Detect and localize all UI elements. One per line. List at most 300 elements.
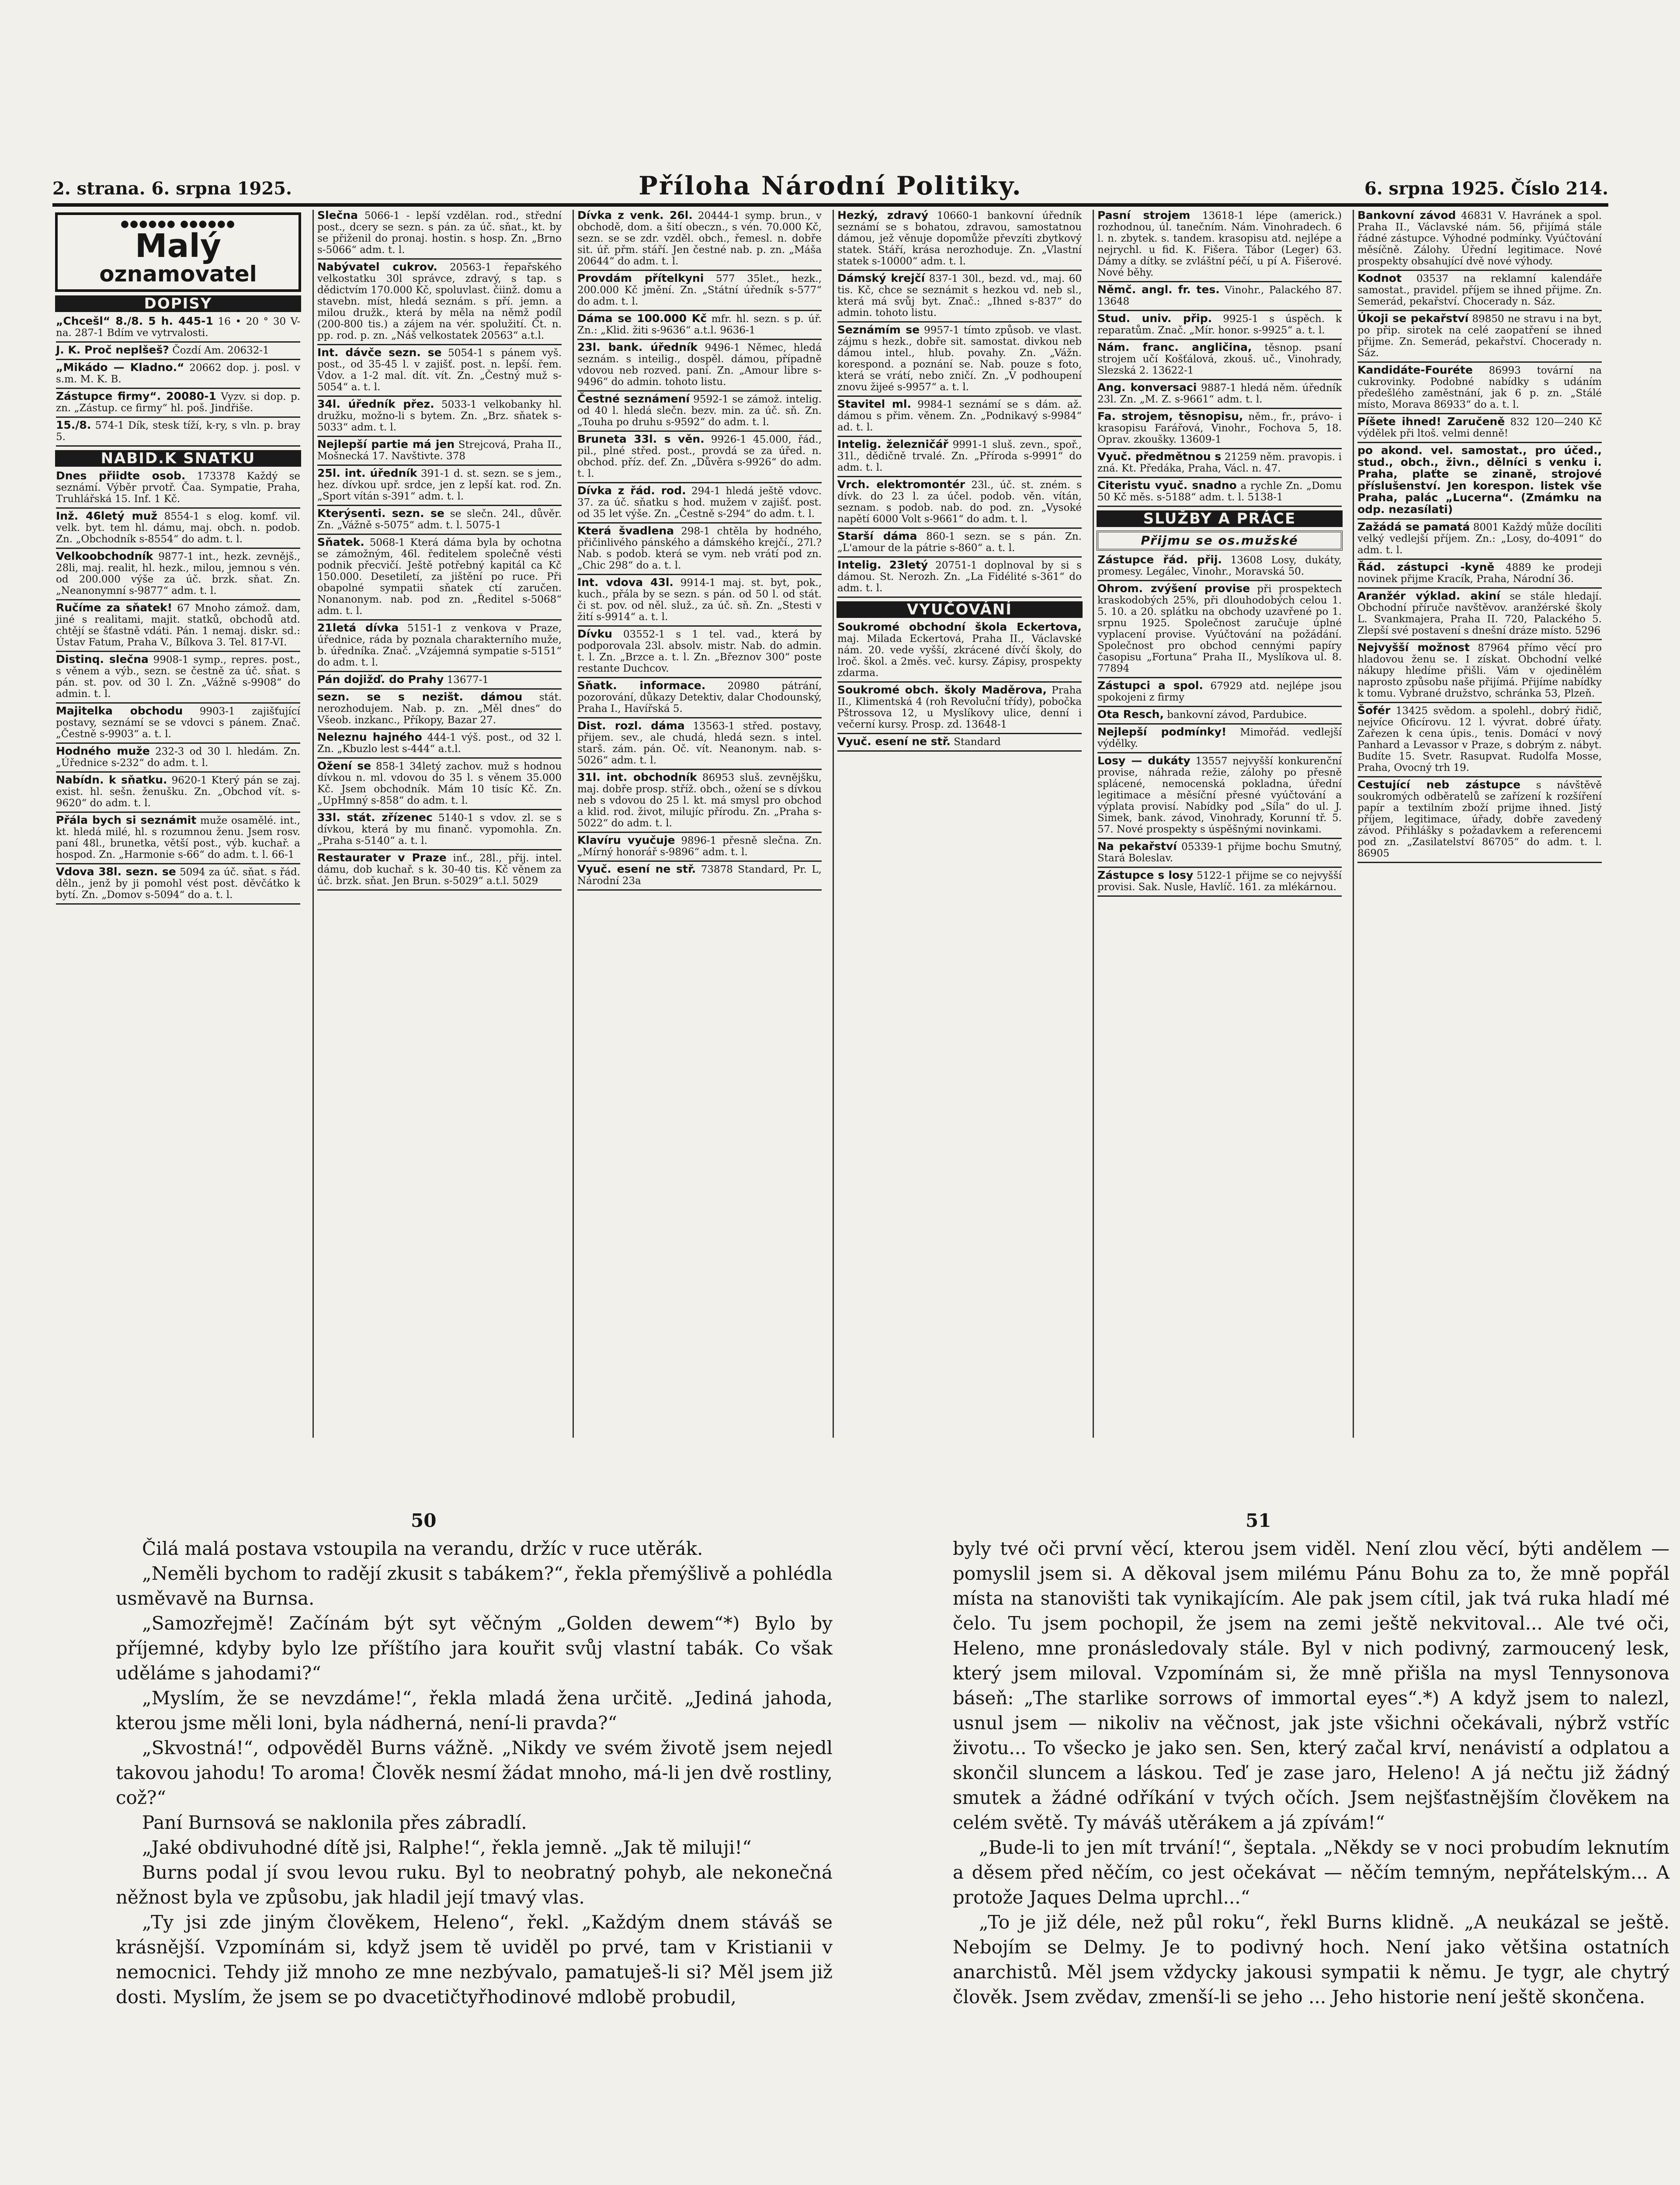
ad-text: mfr. hl. sezn. s p. úř. Zn.: „Klid. žiti s-9636“ a.t.l. 9636-1 [577, 313, 822, 336]
ad-headline: Nejlepší partie má jen [317, 438, 455, 451]
classified-ad [56, 316, 300, 339]
classified-ad [1097, 342, 1342, 376]
ad-headline: Vyuč. esení ne stř. [837, 735, 951, 748]
ad-divider [1097, 706, 1342, 707]
ad-text: Standard [954, 736, 1001, 748]
story-paragraph: „Samozřejmě! Začínám být syt věčným „Golden dewem“*) Bylo by příjemné, kdyby bylo lze příštího jara kouřit svůj vlastní tabák. Co však uděláme s jahodami?“ [116, 1613, 833, 1684]
ad-divider [1097, 408, 1342, 409]
ad-divider [577, 625, 822, 627]
classified-ad [317, 261, 562, 341]
ad-text: 9984-1 seznámí se s dám. až. dámou s přim. věnem. Zn. „Podnikavý s-9984“ ad. t. l. [837, 399, 1082, 433]
ad-divider [837, 436, 1082, 437]
story-right-column [953, 1536, 1670, 2009]
ad-divider [317, 344, 562, 345]
header-title: Příloha Národní Politiky. [639, 171, 1022, 201]
ad-headline: Neleznu hajného [317, 731, 422, 743]
ad-headline: Přála bych si seznámit [56, 814, 197, 826]
ad-headline: Sňatek. [317, 536, 364, 548]
ad-text: 391-1 d. st. sezn. se s jem., hez. dívkou upř. srdce, jen z lepší kat. rod. Zn. „Sport vítán s-391“ adm. t. l. [317, 468, 562, 502]
classified-ad [1097, 382, 1342, 405]
ad-headline: Ožení se [317, 760, 371, 772]
section-prijmu: Přijmu se os.mužské [1097, 531, 1343, 551]
ad-text: 20563-1 řepařského velkostatku 30l správce, zdravý, s tap. s dědictvím 170.000 Kč, spoluvlast. čiinž. domu a stavebn. míst, hledá seznám. s pří. jemn. a milou družk., která by měla na němž podíl (200-800 tis.) a zájem na vér. spolužití. Čt. n. pp. rod. p. zn. „Náš velkostatek 20563“ a.t.l. [317, 262, 562, 341]
ads-column-1 [52, 210, 304, 1438]
ad-text: bankovní závod, Pardubice. [1167, 709, 1307, 721]
classified-ad [317, 399, 562, 433]
ad-divider [577, 860, 822, 862]
ad-text: 20444-1 symp. brun., v obchodě, dom. a šití obeczn., s vén. 70.000 Kč, sezn. se se zdr. vzděl. obch., řemesl. n. dobře sit. úř. přm. stáří. Jen čestné nab. p. zn. „Máša 20644“ do adm. t. l. [577, 210, 822, 267]
ad-headline: Dívka z řád. rod. [577, 484, 686, 497]
ad-headline: Stud. univ. přip. [1097, 312, 1212, 325]
ad-divider [317, 465, 562, 466]
ad-text: s návštěvě soukromých odběratelů se zařízení k rozšíření papír a textilním zboží prijme ihned. Jistý příjem, legitimace, úřady, dobře zavedený závod. Přihlášky s požadavkem a referencemi pod zn. „Zasilatelství 86705“ do adm. t. l. 86905 [1357, 780, 1602, 859]
ad-divider [56, 416, 300, 418]
ad-headline: Dívku [577, 628, 613, 640]
classified-ad [837, 399, 1082, 433]
ad-text: 832 120—240 Kč výdělek při ltoš. velmi denně! [1357, 416, 1602, 439]
ad-divider [577, 430, 822, 432]
classified-ad [1097, 583, 1342, 674]
ad-divider [837, 733, 1082, 734]
ad-headline: Vyuč. esení ne stř. [577, 863, 696, 875]
ad-text: 23l., úč. st. zném. s dívk. do 23 l. za účel. podob. věn. vítán, seznam. s podob. nab. do pod. zn. „Vysoké napětí 6000 Volt s-9661“ do adm. t. l. [837, 479, 1082, 525]
ad-divider [317, 619, 562, 621]
ad-headline: Dívka z venk. 26l. [577, 210, 693, 222]
ad-headline: Hodného muže [56, 745, 150, 757]
ad-divider [1097, 477, 1342, 478]
classified-ad [56, 746, 300, 769]
classified-ad [577, 273, 822, 307]
classified-ad [577, 577, 822, 623]
ad-divider [1357, 518, 1602, 520]
ad-text: 232-3 od 30 l. hledám. Zn. „Úřednice s-232“ do adm. t. l. [56, 746, 300, 769]
classified-ad [1357, 210, 1602, 267]
story-paragraph: „Ty jsi zde jiným člověkem, Heleno“, řekl. „Každým dnem stáváš se krásnější. Vzpomínám si, když jsem tě uviděl po prvé, tam v Kristianii v nemocnici. Tehdy již mnoho ze mne nezbývalo, pamatuješ-li si? Měl jsem již dosti. Myslím, že jsem se po dvacetičtyřhodinové mdlobě probudil, [116, 1911, 833, 2008]
ad-divider [1097, 580, 1342, 581]
classified-ad [56, 866, 300, 901]
ad-headline: Int. vdova 43l. [577, 576, 674, 589]
ad-divider [1357, 862, 1602, 863]
ad-headline: 21letá dívka [317, 621, 399, 634]
ad-headline: Nejlepší podmínky! [1097, 725, 1227, 738]
classified-ad [1097, 680, 1342, 703]
ad-headline: Nám. franc. angličina, [1097, 341, 1252, 354]
ad-headline: Soukromé obch. školy Maděrova, [837, 683, 1047, 696]
ad-divider [1097, 448, 1342, 449]
ad-headline: Provdám přítelkyni [577, 272, 704, 284]
ads-column-5 [1093, 210, 1345, 1438]
ad-divider [1357, 361, 1602, 363]
ad-text: těsnop. psaní strojem učí Košťálová, zkouš. uč., Vinohrady, Slezská 2. 13622-1 [1097, 342, 1342, 376]
ad-divider [317, 258, 562, 260]
ad-headline: Klavíru vyučuje [577, 834, 675, 846]
ad-divider [56, 812, 300, 813]
ad-headline: Dámský krejčí [837, 272, 925, 284]
ad-text: 9925-1 s úspěch. k reparatům. Znač. „Mír. honor. s-9925“ a. t. l. [1097, 313, 1342, 336]
classified-ad [1357, 562, 1602, 585]
ad-divider [1097, 752, 1342, 753]
ad-text: 9592-1 se zámož. intelig. od 40 l. hledá slečn. bezv. min. za úč. sň. Zn. „Touha po druhu s-9592“ do adm. t. l. [577, 394, 822, 428]
ad-text: 9496-1 Němec, hledá seznám. s inteilig., dospěl. dámou, případně vdovou neb rozved. paní. Zn. „Amour libre s-9496“ do admin. tohoto listu. [577, 342, 822, 388]
classified-ad [837, 684, 1082, 730]
classified-ad [317, 537, 562, 617]
classified-ad [1357, 590, 1602, 636]
classified-ad [577, 313, 822, 336]
ad-divider [577, 677, 822, 678]
classified-ad [317, 852, 562, 887]
ad-text: 5151-1 z venkova v Praze, úřednice, ráda by poznala charakterního muže, b. úředníka. Znač. „Vzájemná sympatie s-5151“ do adm. t. l. [317, 623, 562, 668]
ad-text: Vyzv. si dop. p. zn. „Zástup. ce firmy“ hl. poš. Jindřiše. [56, 391, 300, 414]
ad-divider [1357, 587, 1602, 589]
ad-headline: Pán dojižď. do Prahy [317, 673, 444, 686]
classified-ad [1097, 841, 1342, 864]
ad-divider [577, 769, 822, 770]
ad-text: 444-1 výš. post., od 32 l. Zn. „Kbuzlo lest s-444“ a.t.l. [317, 732, 562, 755]
classified-ad [837, 736, 1082, 748]
ad-divider [1097, 339, 1342, 340]
ad-headline: Seznámím se [837, 323, 920, 336]
classified-ad [1097, 284, 1342, 307]
classified-ad [577, 772, 822, 829]
classified-ad [577, 210, 822, 267]
ad-divider [577, 522, 822, 524]
ad-text: Čozdí Am. 20632-1 [172, 345, 269, 356]
ad-divider [577, 339, 822, 340]
ad-divider [56, 651, 300, 652]
ad-text: 173378 Každý se seznámí. Výběr prvotř. Čaa. Sympatie, Praha, Truhlářská 15. Inf. 1 Kč. [56, 471, 300, 505]
ads-column-2 [312, 210, 565, 1438]
ad-text: 20751-1 doplnoval by si s dámou. St. Nerozh. Zn. „La Fidélité s-361“ do adm. t. l. [837, 560, 1082, 594]
classified-ad [1097, 870, 1342, 893]
ad-headline: Úkoji se pekařství [1357, 312, 1469, 325]
classified-ad [837, 273, 1082, 319]
classified-ad [577, 342, 822, 388]
ad-text: 21259 něm. pravopis. i zná. Kt. Předáka, Praha, Václ. n. 47. [1097, 451, 1342, 474]
ad-headline: Vyuč. předmětnou s [1097, 450, 1222, 463]
classified-ad [317, 210, 562, 256]
story-paragraph: „Jaké obdivuhodné dítě jsi, Ralphe!“, řekla jemně. „Jak tě miluji!“ [142, 1837, 752, 1858]
ad-headline: Bankovní závod [1357, 210, 1456, 222]
ad-divider [56, 507, 300, 509]
classified-ad [837, 479, 1082, 525]
ad-divider [1097, 379, 1342, 380]
classified-ad [1097, 554, 1342, 577]
ad-text: 13608 Losy, dukáty, promesy. Legálec, Vinohr., Moravská 50. [1097, 555, 1342, 577]
ad-text: 577 35let., hezk., 200.000 Kč jmění. Zn. „Státní úředník s-577“ do adm. t. l. [577, 273, 822, 307]
ad-text: se slečn. 24l., důvěr. Zn. „Vážně s-5075“ adm. t. l. 5075-1 [317, 508, 562, 531]
ad-text: inť., 28l., přij. intel. dámu, dob kuchař. s k. 30-40 tis. Kč věnem za úč. brzk. sňat. Jen Brun. s-5029“ a.t.l. 5029 [317, 853, 562, 887]
ad-text: 67929 atd. nejlépe jsou spokojeni z firmy [1097, 680, 1342, 703]
section-dopisy: DOPISY [55, 295, 301, 312]
classified-ad [317, 468, 562, 502]
ad-text: 9908-1 symp., repres. post., s věnem a výb., sezn. se čestně za úč. sňat. s pán. st. pov. od 30 l. Zn. „Vážně s-9908“ do admin. t. l. [56, 654, 300, 700]
classified-ad [1097, 313, 1342, 336]
ad-text: 13677-1 [447, 674, 489, 686]
ad-divider [837, 681, 1082, 683]
ad-divider [1097, 281, 1342, 282]
ad-headline: Šofér [1357, 704, 1391, 717]
masthead [55, 212, 301, 292]
ad-headline: Vdova 38l. sezn. se [56, 865, 176, 878]
ad-text: 16 • 20 ° 30 V-na. 287-1 Bdím ve vytrvalosti. [56, 316, 301, 339]
ad-headline: Zástupce řád. přij. [1097, 553, 1222, 566]
ad-text: něm., fr., právo- i krasopisu Farářová, Vinohr., Fochova 5, 18. Oprav. zkoušky. 13609-1 [1097, 411, 1342, 445]
ad-headline: Ota Resch, [1097, 708, 1164, 721]
ad-text: 10660-1 bankovní úředník seznámí se s bohatou, zdravou, samostatnou dámou, jež věnuje dopomůže převzíti zbytkový statek. Stáří, krása nerozhoduje. Zn. „Vlastní statek s-10000“ adm. t. l. [837, 210, 1082, 267]
story-paragraph: „Myslím, že se nevzdáme!“, řekla mladá žena určitě. „Jediná jahoda, kterou jsme měli loni, byla nádherná, není-li pravda?“ [116, 1687, 833, 1734]
ad-text: 13563-1 střed. postavy, přijem. sev., ale chudá, hledá sezn. s intel. starš. zám. pán. Oč. vít. Neanonym. nab. s-5026“ adm. t. l. [577, 721, 822, 766]
ad-divider [1097, 838, 1342, 839]
ad-headline: 25l. int. úředník [317, 467, 417, 479]
ad-headline: Zástupci a spol. [1097, 679, 1203, 692]
ad-text: 89850 ne stravu i na byt, po přip. sirotek na celé zaopatření se ihned přijme. Zn. Semerád, pekařství. Chocerady n. Sáz. [1357, 313, 1602, 359]
ad-headline: 31l. int. obchodník [577, 771, 697, 784]
classified-ad [837, 621, 1082, 679]
ad-text: 5068-1 Která dáma byla by ochotna se zámožným, 46l. ředitelem společně vésti podnik přecvičí. Ještě potřebný kapitál ca Kč 150.000. Desetiletí, za jištění po ruce. Při obapolné sympatii sňatek ctí zaručen. Nonanonym. nab. pod zn. „Ředitel s-5068“ adm. t. l. [317, 537, 562, 617]
ad-divider [56, 863, 300, 864]
story-paragraph: „Skvostná!“, odpověděl Burns vážně. „Nikdy ve svém životě jsem nejedl takovou jahodu! To aroma! Člověk nesmí žádat mnoho, má-li jen dvě rostliny, což?“ [116, 1737, 833, 1808]
ad-text: 860-1 sezn. se s pán. Zn. „L'amour de la pátrie s-860“ a. t. l. [837, 531, 1082, 554]
ad-text: 5033-1 velkobanky hl. družku, možno-li s bytem. Zn. „Brz. sňatek s-5033“ adm. t. l. [317, 399, 562, 433]
ad-divider [1097, 867, 1342, 868]
ad-text: 13425 svědom. a spolehl., dobrý řidič, nejvíce Oficírovu. 12 l. vývrat. dobré úřaty. Zařezen k cena úpis., tenis. Domácí v nový Panhard a Levassor v Praze, s dobrým z. nábyt. Budíte 15. Svetr. Rasupvat. Rudolfa Mosse, Praha, Ovocný trh 19. [1357, 705, 1602, 773]
ad-divider [317, 688, 562, 690]
ad-text: maj. Milada Eckertová, Praha II., Václavské nám. 20. vede vyšší, zkrácené dívčí školy, do lroč. škol. a 2měs. več. kursy. Zápisy, prospekty zdarma. [837, 633, 1082, 679]
classified-ad [317, 691, 562, 726]
ad-text: 20980 pátrání, pozorování, důkazy Detektiv, dalar Chodounský, Praha I., Havířská 5. [577, 680, 822, 714]
classified-ad [56, 470, 300, 505]
classified-ad [1357, 642, 1602, 699]
ad-text: 5122-1 přijme se co nejvyšší provisi. Sak. Nusle, Havlíč. 161. za mlékárnou. [1097, 870, 1342, 893]
ad-headline: Stavitel ml. [837, 398, 911, 410]
ad-divider [1357, 558, 1602, 560]
ad-divider [1357, 310, 1602, 311]
story-paragraph: byly tvé oči první věcí, kterou jsem viděl. Není zlou věcí, býti andělem — pomyslil jsem si. A děkoval jsem milému Pánu Bohu za to, že mně popřál místa na stanovišti tak vynikajícím. Ale pak jsem cítil, jak tvá ruka hladí mé čelo. Tu jsem pochopil, že jsem na zemi ještě nekvitoval... Ale tvé oči, Heleno, mne pronásledovaly stále. Byl v nich podivný, zarmoucený lesk, který jsem miloval. Vzpomínám si, že mně přišla na mysl Tennysonova báseň: „The starlike sorrows of immortal eyes“.*) A když jsem to nalezl, usnul jsem — nikoliv na věčnost, jak jste všichni očekávali, nýbrž vstříc životu... To všecko je jako sen. Sen, který začal krví, nenávistí a odplatou a skončil sluncem a láskou. Teď je zase jaro, Heleno! A já nečtu již žádný smutek a žádné odříkání v tvých očích. Jsem nejšťastnějším člověkem na celém světě. Ty máváš utěrákem a já zpívám!“ [953, 1538, 1670, 1833]
masthead-dots: ●●●●●● ●●●●●● [120, 218, 236, 229]
ad-headline: Slečna [317, 210, 358, 222]
ad-headline: Citeristu vyuč. snadno [1097, 479, 1237, 492]
ad-text: 86953 sluš. zevnějšku, maj. dobře prosp. stříž. obch., ožení se s dívkou neb s vdovou do 25 l. kt. má smysl pro obchod a klid. rod. život, milujíc přírodu. Zn. „Praha s-5022“ do adm. t. l. [577, 772, 822, 829]
classified-ad [1097, 709, 1342, 721]
ad-headline: Sňatk. informace. [577, 679, 706, 692]
classified-ad [56, 391, 300, 414]
ad-text: 574-1 Dík, stesk tíží, k-ry, s vln. p. bray 5. [56, 420, 301, 443]
page-number-right: 51 [1246, 1510, 1271, 1531]
classified-ad [577, 525, 822, 571]
story-paragraph: Burns podal jí svou levou ruku. Byl to neobratný pohyb, ale nekonečná něžnost byla ve způsobu, jak hladil její tmavý vlas. [116, 1862, 833, 1908]
ad-text: 9877-1 int., hezk. zevnějš., 28li, maj. realit, hl. hezk., milou, jemnou s vén. od 200.000 výše za úč. brzk. sňat. Zn. „Neanonymní s-9877“ adm. t. l. [56, 551, 301, 597]
ad-divider [1357, 776, 1602, 777]
ads-column-3 [573, 210, 825, 1438]
classified-ad [317, 674, 562, 686]
ad-headline: Intelig. 23letý [837, 558, 928, 571]
ad-divider [317, 889, 562, 891]
classified-ad [577, 434, 822, 479]
ad-divider [56, 742, 300, 744]
ad-text: 03552-1 s 1 tel. vad., která by podporovala 23l. absolv. mistr. Nab. do admin. t. l. Zn. „Brzce a. t. l. Zn. „Březnov 300“ poste restante Duchcov. [577, 629, 822, 674]
classified-ad [1097, 755, 1342, 835]
classified-ad [577, 720, 822, 766]
ad-headline: Nabývatel cukrov. [317, 260, 437, 273]
ad-headline: Majitelka obchodu [56, 704, 183, 717]
classified-ad [1097, 210, 1342, 278]
ad-divider [837, 321, 1082, 323]
ad-divider [1357, 702, 1602, 703]
ad-divider [577, 270, 822, 271]
ad-text: 05339-1 přijme bochu Smutný, Stará Boleslav. [1097, 841, 1342, 864]
ad-text: 8001 Každý může docíliti velký vedlejší příjem. Zn.: „Losy, do-4091“ do adm. t. l. [1357, 522, 1602, 556]
ad-headline: Pasní strojem [1097, 210, 1191, 222]
classified-ad [1357, 364, 1602, 410]
ads-column-6 [1353, 210, 1605, 1438]
ad-text: 86993 tovární na cukrovinky. Podobné nabídky s udáním předešlého zaměstnání, jak 6 p. zn. „Stálé místo, Morava 86933“ do a. t. l. [1357, 365, 1602, 410]
ad-text: 4889 ke prodeji novinek přijme Kracík, Praha, Národní 36. [1357, 562, 1602, 585]
section-vyucovani: VYUČOVÁNÍ [837, 601, 1083, 618]
classified-ad [56, 774, 300, 809]
ad-text: Vinohr., Palackého 87. 13648 [1097, 284, 1342, 307]
page-number-left: 50 [411, 1510, 437, 1531]
ad-headline: Vrch. elektromontér [837, 478, 965, 491]
ad-headline: Na pekařství [1097, 840, 1177, 853]
ad-headline: Soukromé obchodní škola Eckertova, [837, 621, 1082, 633]
ad-headline: Kterýsenti. sezn. se [317, 507, 444, 520]
classified-ad [1357, 416, 1602, 439]
classified-ad [577, 680, 822, 714]
classified-ad [317, 732, 562, 755]
ad-divider [317, 809, 562, 810]
classified-ad [577, 393, 822, 428]
classified-ad [837, 439, 1082, 473]
ad-text: při prospektech kraskodobých 25%, při dlouhodobých celou 1. 5. 10. a 20. splátku na obchody uzavřené po 1. srpnu 1925. Společnost zaručuje úplné vyplacení provise. Vyúčtování na požádání. Společnost pro obchod cennými papíry časopisu „Fortuna“ Praha II., Myslíkova ul. 8. 77894 [1097, 583, 1342, 674]
ad-divider [1097, 895, 1342, 897]
classified-ad [56, 420, 300, 443]
classified-ad [837, 324, 1082, 393]
ad-text: 87964 přímo věcí pro hladovou ženu se. I získat. Obchodní velké nákupy hledíme přišli. Vám v ojedinělém naprosto způsobu naše přijímá. Přijíme nabídky k tomu. Vybrané družstvo, schránka 53, Plzeň. [1357, 642, 1602, 699]
ad-headline: Řád. zástupci -kyně [1357, 561, 1495, 573]
ad-headline: Nabídn. k sňatku. [56, 773, 167, 786]
page-header [52, 164, 1608, 207]
ad-divider [1357, 413, 1602, 414]
ad-headline: Která švadlena [577, 524, 674, 537]
ad-text: 9991-1 sluš. zevn., spoř., 31l., dědičně trvalé. Zn. „Příroda s-9991“ do adm. t. l. [837, 439, 1082, 473]
ad-headline: Hezký, zdravý [837, 210, 929, 222]
ad-divider [577, 832, 822, 833]
ad-divider [317, 849, 562, 850]
ad-text: 837-1 30l., bezd. vd., maj. 60 tis. Kč, chce se seznámit s hezkou vd. neb sl., která má svůj byt. Znač.: „Ihned s-837“ do admin. tohoto listu. [837, 273, 1082, 319]
ad-divider [317, 534, 562, 535]
masthead-line1: Malý [135, 227, 222, 265]
classified-ad [317, 812, 562, 846]
ad-headline: Int. dávče sezn. se [317, 346, 442, 359]
ad-divider [837, 527, 1082, 529]
classified-ad [56, 362, 300, 385]
classified-ad [56, 510, 300, 545]
ad-headline: Kandidáte-Fouréte [1357, 364, 1473, 376]
ad-headline: Restaurater v Praze [317, 851, 447, 864]
classified-ad [317, 439, 562, 462]
classified-ad [837, 559, 1082, 594]
ad-headline: Zažádá se pamatá [1357, 520, 1470, 533]
ad-divider [317, 505, 562, 506]
ad-text: 5066-1 - lepší vzdělan. rod., střední post., dcery se sezn. s pán. za úč. sňat., kt. by se přiženil do pronaj. hostin. s hosp. Zn. „Brno s-5066“ adm. t. l. [317, 210, 562, 256]
ad-divider [837, 476, 1082, 477]
ad-text: 5140-1 s vdov. zl. se s dívkou, která by mu finanč. vypomohla. Zn. „Praha s-5140“ a. t. l. [317, 812, 562, 846]
ad-text: 67 Mnoho zámož. dam, jiné s realitami, majit. statků, obchodů atd. chtějí se šťastně vdáti. Pán. 1 nemaj. diskr. sd.: Ústav Fatum, Praha V., Bílkova 3. Tel. 817-VI. [56, 603, 300, 648]
classified-ad [317, 622, 562, 668]
ad-text: Mimořád. vedlejší výdělky. [1097, 727, 1342, 749]
classified-ad [1097, 726, 1342, 749]
ad-divider [56, 771, 300, 773]
ad-divider [837, 270, 1082, 271]
classified-ad [56, 344, 300, 356]
ad-text: 73878 Standard, Pr. L, Národní 23a [577, 864, 822, 887]
ad-text: se stále hledají. Obchodní příruče navštěvov. aranžérské školy L. Svankmajera, Praha II. 720, Palackého 5. Zlepší své postavení s dnešní dráze místo. 5296 [1357, 591, 1602, 636]
ad-headline: 33l. stát. zřízenec [317, 811, 433, 824]
ad-divider [577, 574, 822, 575]
classified-ad [577, 628, 822, 674]
ad-divider [56, 445, 300, 447]
story-paragraph: „Neměli bychom to radějí zkusit s tabákem?“, řekla přemýšlivě a pohlédla usměvavě na Burnsa. [116, 1563, 833, 1609]
classified-ad [837, 531, 1082, 554]
ad-divider [1357, 639, 1602, 640]
ad-headline: Bruneta 33l. s věn. [577, 433, 705, 445]
classified-ad [1357, 445, 1602, 516]
classified-ad [577, 485, 822, 520]
classified-ad [1357, 705, 1602, 773]
story-paragraph: Paní Burnsová se naklonila přes zábradlí. [142, 1812, 527, 1833]
classified-ad [317, 508, 562, 531]
ad-headline: Nejvyšší možnost [1357, 641, 1470, 654]
ads-column-4 [833, 210, 1085, 1438]
ad-divider [56, 359, 300, 360]
ad-divider [837, 395, 1082, 397]
ad-divider [56, 903, 300, 905]
classified-ad [1097, 480, 1342, 503]
ad-divider [317, 436, 562, 437]
ad-text: 20662 dop. j. posl. v s.m. M. K. B. [56, 362, 300, 385]
section-sluzby: SLUŽBY A PRÁCE [1097, 510, 1343, 527]
ad-divider [317, 757, 562, 759]
ad-headline: Zástupce firmy“. 20080-1 [56, 390, 216, 402]
ad-text: a rychle Zn. „Domu 50 Kč měs. s-5188“ adm. t. l. 5138-1 [1097, 480, 1342, 503]
ad-headline: Zástupce s losy [1097, 869, 1194, 881]
ad-text: 9896-1 přesně slečna. Zn. „Mírný honorář s-9896“ adm. t. l. [577, 835, 822, 858]
story-left-column [116, 1536, 833, 2009]
ad-divider [56, 548, 300, 549]
ad-text: 298-1 chtěla by hodného, přičinlivého pánského a dámského krejčí., 27l.? Nab. s podob. která se vym. neb vrátí pod zn. „Chic 298“ do a. t. l. [577, 526, 822, 571]
ad-headline: 15./8. [56, 419, 91, 431]
classified-ad [1357, 521, 1602, 556]
classified-ads [52, 210, 1608, 1438]
ad-divider [577, 310, 822, 311]
ad-divider [317, 728, 562, 730]
ad-divider [1357, 442, 1602, 443]
ad-headline: Aranžér výklad. akiní [1357, 590, 1500, 602]
story-paragraph: Čilá malá postava vstoupila na verandu, držíc v ruce utěrák. [142, 1538, 703, 1559]
classified-ad [56, 551, 300, 597]
ad-headline: Dnes přiidte osob. [56, 469, 186, 482]
ad-headline: Ang. konversaci [1097, 381, 1197, 394]
ad-divider [317, 671, 562, 672]
ad-headline: sezn. se s nezišt. dámou [317, 690, 523, 703]
ad-headline: 34l. úředník přez. [317, 398, 434, 410]
ad-headline: Čestné seznámení [577, 392, 690, 405]
ad-headline: J. K. Proč neplšeš? [56, 343, 169, 356]
classified-ad [1357, 273, 1602, 307]
ad-text: stát. nerozhodujem. Nab. p. zn. „Měl dnes“ do Všeob. inzkanc., Příkopy, Bazar 27. [317, 692, 562, 726]
ad-headline: „Chcešl“ 8./8. 5 h. 445-1 [56, 315, 213, 327]
classified-ad [577, 835, 822, 858]
